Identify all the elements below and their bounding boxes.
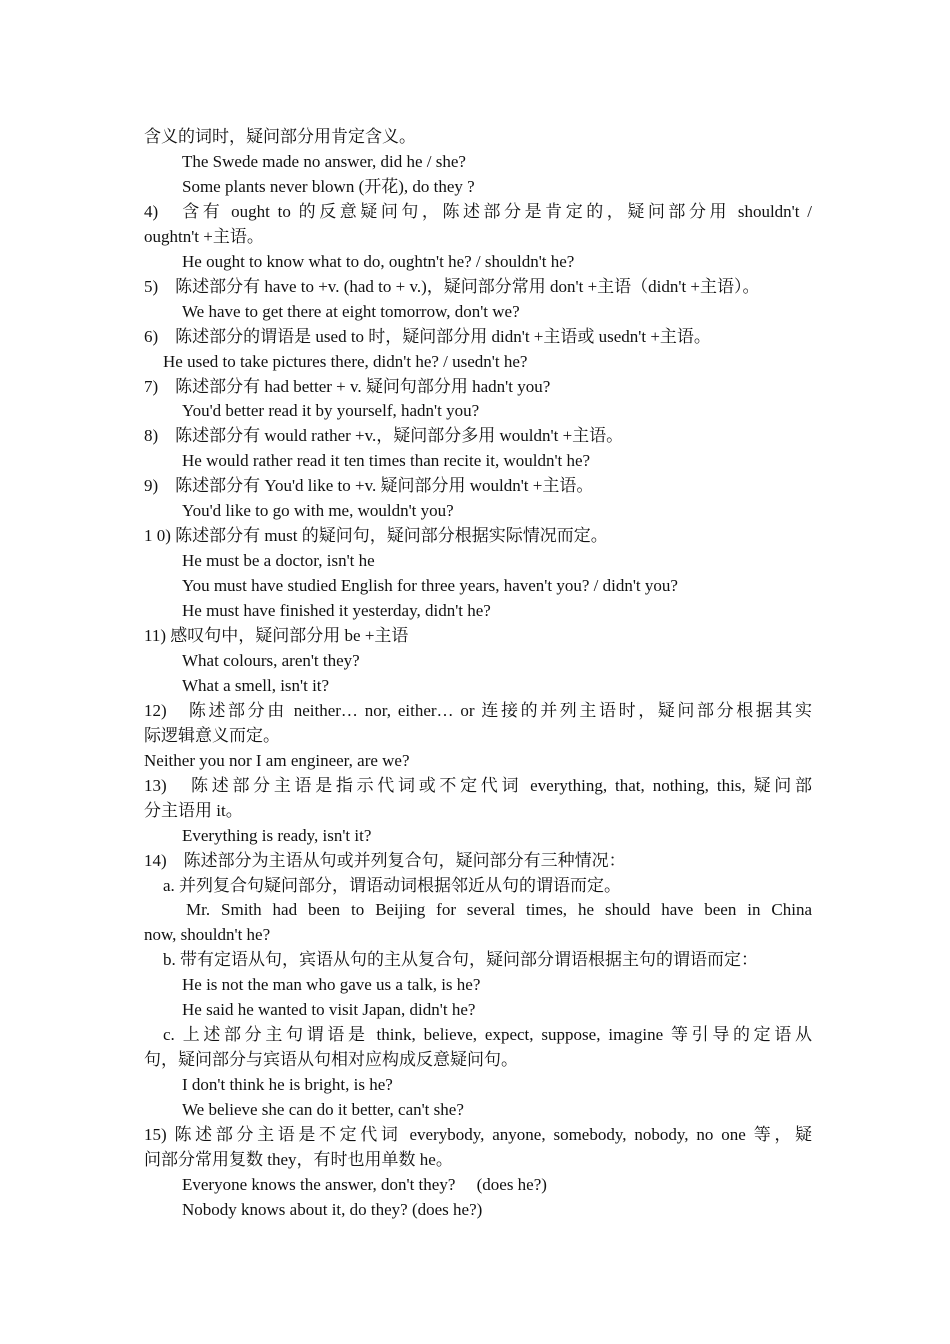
- text-line: He must have finished it yesterday, didn't he?: [182, 601, 491, 620]
- text-line: oughtn't +主语。: [144, 227, 264, 246]
- text-line: 9) 陈述部分有 You'd like to +v. 疑问部分用 wouldn't +主语。: [144, 476, 594, 495]
- text-line: He would rather read it ten times than recite it, wouldn't he?: [182, 451, 591, 470]
- text-line: Mr. Smith had been to Beijing for several times, he should have been in China: [186, 900, 812, 919]
- text-line: Nobody knows about it, do they? (does he?): [182, 1200, 483, 1219]
- text-line: He ought to know what to do, oughtn't he? / shouldn't he?: [182, 252, 575, 271]
- text-line: 14) 陈述部分为主语从句或并列复合句，疑问部分有三种情况：: [144, 851, 626, 870]
- text-line: What colours, aren't they?: [182, 651, 360, 670]
- text-line: 6) 陈述部分的谓语是 used to 时，疑问部分用 didn't +主语或 usedn't +主语。: [144, 327, 711, 346]
- text-line: He said he wanted to visit Japan, didn't he?: [182, 1000, 476, 1019]
- text-line: 12) 陈述部分由 neither… nor, either… or 连接的并列主语时，疑问部分根据其实: [144, 701, 812, 720]
- text-line: He is not the man who gave us a talk, is he?: [182, 975, 481, 994]
- text-line: 际逻辑意义而定。: [144, 726, 280, 745]
- text-line: c. 上述部分主句谓语是 think, believe, expect, suppose, imagine 等引导的定语从: [163, 1025, 812, 1044]
- text-line: I don't think he is bright, is he?: [182, 1075, 393, 1094]
- text-line: 13) 陈述部分主语是指示代词或不定代词 everything, that, nothing, this, 疑问部: [144, 776, 812, 795]
- text-line: 4) 含有 ought to 的反意疑问句，陈述部分是肯定的，疑问部分用 shouldn't /: [144, 202, 812, 221]
- text-line: 分主语用 it。: [144, 801, 243, 820]
- text-line: What a smell, isn't it?: [182, 676, 330, 695]
- text-line: We believe she can do it better, can't she?: [182, 1100, 464, 1119]
- text-line: 句，疑问部分与宾语从句相对应构成反意疑问句。: [144, 1050, 518, 1069]
- text-line: He used to take pictures there, didn't he? / usedn't he?: [163, 352, 528, 371]
- text-line: 5) 陈述部分有 have to +v. (had to + v.)，疑问部分常用 don't +主语（didn't +主语）。: [144, 277, 760, 296]
- text-line: Neither you nor I am engineer, are we?: [144, 751, 410, 770]
- text-line: 含义的词时，疑问部分用肯定含义。: [144, 127, 416, 146]
- text-line: a. 并列复合句疑问部分，谓语动词根据邻近从句的谓语而定。: [163, 876, 622, 895]
- text-line: Some plants never blown (开花), do they ?: [182, 177, 475, 196]
- text-line: You must have studied English for three years, haven't you? / didn't you?: [182, 576, 678, 595]
- text-line: You'd better read it by yourself, hadn't you?: [182, 401, 480, 420]
- text-line: 7) 陈述部分有 had better + v. 疑问句部分用 hadn't you?: [144, 377, 551, 396]
- text-line: now, shouldn't he?: [144, 925, 271, 944]
- text-line: Everything is ready, isn't it?: [182, 826, 372, 845]
- text-line: We have to get there at eight tomorrow, don't we?: [182, 302, 520, 321]
- text-line: 8) 陈述部分有 would rather +v.，疑问部分多用 wouldn't +主语。: [144, 426, 624, 445]
- text-line: Everyone knows the answer, don't they? (does he?): [182, 1175, 547, 1194]
- text-line: You'd like to go with me, wouldn't you?: [182, 501, 454, 520]
- text-line: 15) 陈述部分主语是不定代词 everybody, anyone, somebody, nobody, no one 等，疑: [144, 1125, 812, 1144]
- text-line: He must be a doctor, isn't he: [182, 551, 375, 570]
- text-line: The Swede made no answer, did he / she?: [182, 152, 466, 171]
- text-line: 11) 感叹句中，疑问部分用 be +主语: [144, 626, 409, 645]
- text-line: 1 0) 陈述部分有 must 的疑问句，疑问部分根据实际情况而定。: [144, 526, 608, 545]
- text-line: b. 带有定语从句，宾语从句的主从复合句，疑问部分谓语根据主句的谓语而定：: [163, 950, 758, 969]
- text-line: 问部分常用复数 they，有时也用单数 he。: [144, 1150, 453, 1169]
